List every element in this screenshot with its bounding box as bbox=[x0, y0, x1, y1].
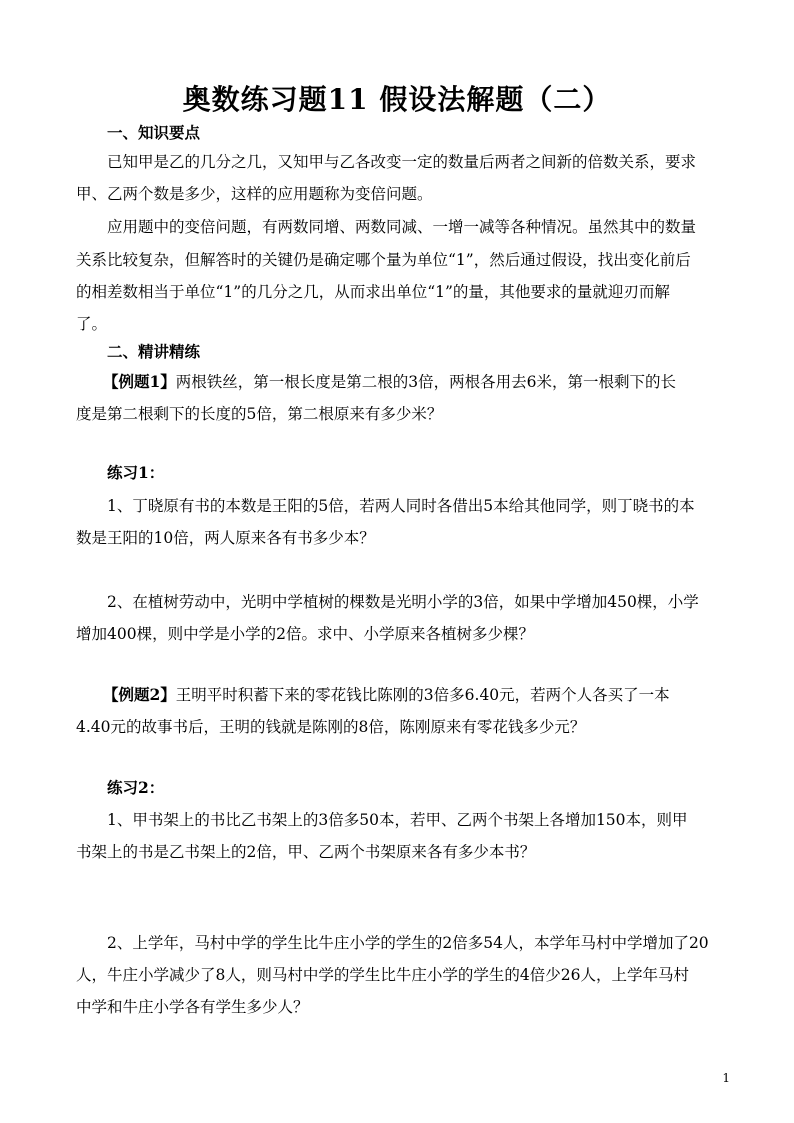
paragraph-line: 了。 bbox=[76, 315, 108, 333]
practice-2-heading: 练习2： bbox=[107, 778, 165, 797]
practice-1-q1-line: 1、丁晓原有书的本数是王阳的5倍，若两人同时各借出5本给其他同学，则丁晓书的本 bbox=[107, 497, 695, 515]
paragraph-line: 应用题中的变倍问题，有两数同增、两数同减、一增一减等各种情况。虽然其中的数量 bbox=[107, 218, 697, 236]
practice-1-q2-line: 增加400棵，则中学是小学的2倍。求中、小学原来各植树多少棵？ bbox=[76, 625, 534, 643]
page-title: 奥数练习题11 假设法解题（二） bbox=[182, 83, 612, 116]
example-1-line bbox=[103, 371, 720, 393]
practice-2-q1-line: 1、甲书架上的书比乙书架上的3倍多50本，若甲、乙两个书架上各增加150本，则甲 bbox=[107, 811, 688, 829]
section-heading-practice: 二、精讲精练 bbox=[107, 342, 201, 361]
practice-1-q2-line: 2、在植树劳动中，光明中学植树的棵数是光明小学的3倍，如果中学增加450棵，小学 bbox=[107, 593, 699, 611]
page-number: 1 bbox=[722, 1071, 730, 1085]
example-2-line-2: 4.40元的故事书后，王明的钱就是陈刚的8倍，陈刚原来有零花钱多少元？ bbox=[76, 718, 586, 736]
practice-2-q2-line: 人，牛庄小学减少了8人，则马村中学的学生比牛庄小学的学生的4倍少26人，上学年马村 bbox=[76, 966, 689, 984]
example-1-line-2: 度是第二根剩下的长度的5倍，第二根原来有多少米？ bbox=[76, 405, 443, 423]
practice-2-q1-line: 书架上的书是乙书架上的2倍，甲、乙两个书架原来各有多少本书？ bbox=[76, 843, 536, 861]
example-2-line bbox=[103, 684, 720, 706]
example-2-text: 王明平时积蓄下来的零花钱比陈刚的3倍多6.40元，若两个人各买了一本 bbox=[175, 686, 670, 704]
paragraph-line: 已知甲是乙的几分之几，又知甲与乙各改变一定的数量后两者之间新的倍数关系，要求 bbox=[107, 153, 697, 171]
example-1-text: 两根铁丝，第一根长度是第二根的3倍，两根各用去6米，第一根剩下的长 bbox=[175, 373, 677, 391]
paragraph-line: 关系比较复杂，但解答时的关键仍是确定哪个量为单位“1”，然后通过假设，找出变化前后 bbox=[76, 251, 691, 269]
practice-2-q2-line: 中学和牛庄小学各有学生多少人？ bbox=[76, 998, 309, 1016]
practice-1-heading: 练习1： bbox=[107, 463, 165, 482]
practice-1-q1-line: 数是王阳的10倍，两人原来各有书多少本？ bbox=[76, 529, 375, 547]
paragraph-line: 的相差数相当于单位“1”的几分之几，从而求出单位“1”的量，其他要求的量就迎刃而解 bbox=[76, 283, 670, 301]
example-1-label: 【例题1】 bbox=[103, 372, 176, 391]
paragraph-line: 甲、乙两个数是多少，这样的应用题称为变倍问题。 bbox=[76, 185, 433, 203]
practice-2-q2-line: 2、上学年，马村中学的学生比牛庄小学的学生的2倍多54人，本学年马村中学增加了20 bbox=[107, 934, 709, 952]
example-2-label: 【例题2】 bbox=[103, 685, 176, 704]
section-heading-knowledge: 一、知识要点 bbox=[107, 123, 201, 142]
